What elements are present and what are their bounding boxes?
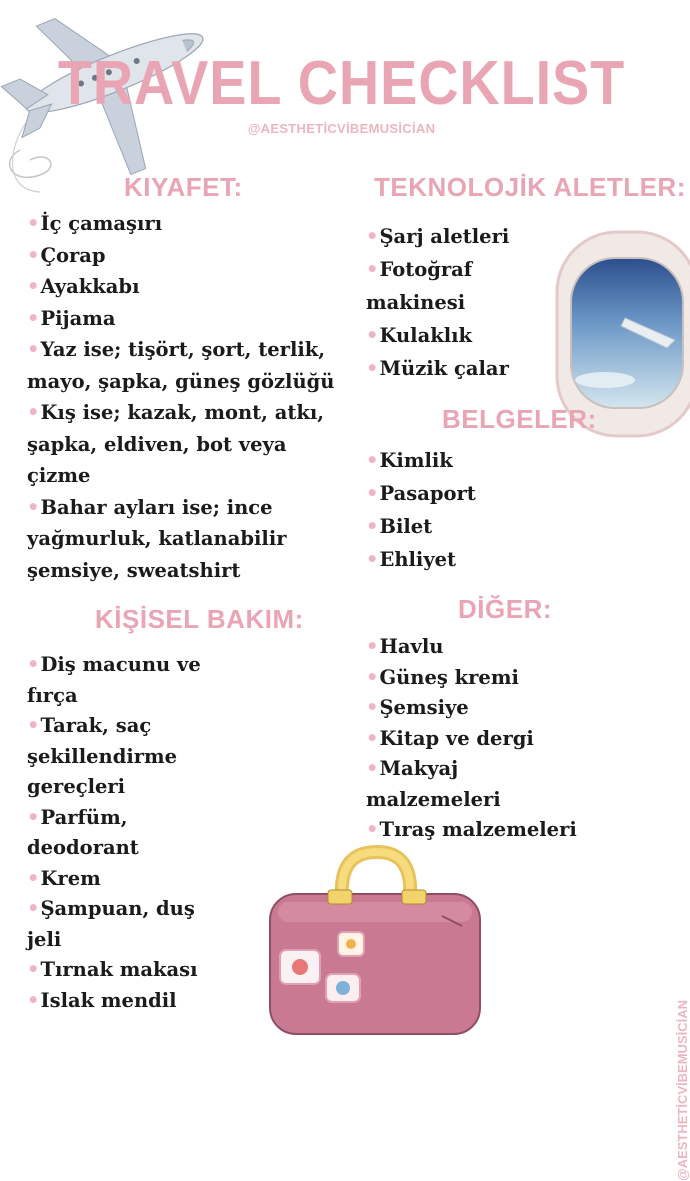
list-item: • Şemsiye xyxy=(366,693,581,724)
section-title-belgeler: BELGELER: xyxy=(442,404,597,434)
list-item: • Diş macunu ve fırça xyxy=(27,650,212,711)
author-handle: @AESTHETİCVİBEMUSİCİAN xyxy=(247,121,436,136)
list-item: • Ayakkabı xyxy=(27,271,347,303)
list-item: • Bilet xyxy=(366,510,566,543)
list-item: • Parfüm, deodorant xyxy=(27,803,212,864)
list-item: • Müzik çalar xyxy=(366,352,536,385)
list-item: • Krem xyxy=(27,864,212,895)
section-title-kiyafet: KIYAFET: xyxy=(124,172,243,202)
list-item: • Şampuan, duş jeli xyxy=(27,894,212,955)
list-item: • Makyaj malzemeleri xyxy=(366,754,581,815)
list-item: • Bahar ayları ise; ince yağmurluk, katlanabilir şemsiye, sweatshirt xyxy=(27,492,347,587)
list-item: • Pasaport xyxy=(366,477,566,510)
list-kisisel-bakim xyxy=(27,650,212,1016)
section-title-diger: DİĞER: xyxy=(458,594,552,624)
list-item: • Islak mendil xyxy=(27,986,212,1017)
list-teknolojik xyxy=(366,220,536,385)
list-item: • Tırnak makası xyxy=(27,955,212,986)
list-item: • Ehliyet xyxy=(366,543,566,576)
list-item: • Kimlik xyxy=(366,444,566,477)
list-item: • Kitap ve dergi xyxy=(366,724,581,755)
list-belgeler xyxy=(366,444,566,576)
list-item: • Tıraş malzemeleri xyxy=(366,815,581,846)
list-item: • İç çamaşırı xyxy=(27,208,347,240)
page-title: TRAVEL CHECKLIST xyxy=(57,49,626,118)
section-title-kisisel-bakim: KİŞİSEL BAKIM: xyxy=(95,604,304,634)
list-item: • Tarak, saç şekillendirme gereçleri xyxy=(27,711,212,803)
list-item: • Fotoğraf makinesi xyxy=(366,253,536,319)
suitcase-icon xyxy=(262,846,492,1024)
list-diger xyxy=(366,632,581,846)
list-kiyafet xyxy=(27,208,347,586)
side-author-handle: @AESTHETİCVİBEMUSİCİAN xyxy=(675,1000,690,1181)
section-title-teknolojik: TEKNOLOJİK ALETLER: xyxy=(374,172,686,202)
list-item: • Kulaklık xyxy=(366,319,536,352)
list-item: • Yaz ise; tişört, şort, terlik, mayo, şapka, güneş gözlüğü xyxy=(27,334,347,397)
list-item: • Güneş kremi xyxy=(366,663,581,694)
list-item: • Çorap xyxy=(27,240,347,272)
list-item: • Kış ise; kazak, mont, atkı, şapka, eldiven, bot veya çizme xyxy=(27,397,347,492)
list-item: • Pijama xyxy=(27,303,347,335)
list-item: • Havlu xyxy=(366,632,581,663)
list-item: • Şarj aletleri xyxy=(366,220,536,253)
